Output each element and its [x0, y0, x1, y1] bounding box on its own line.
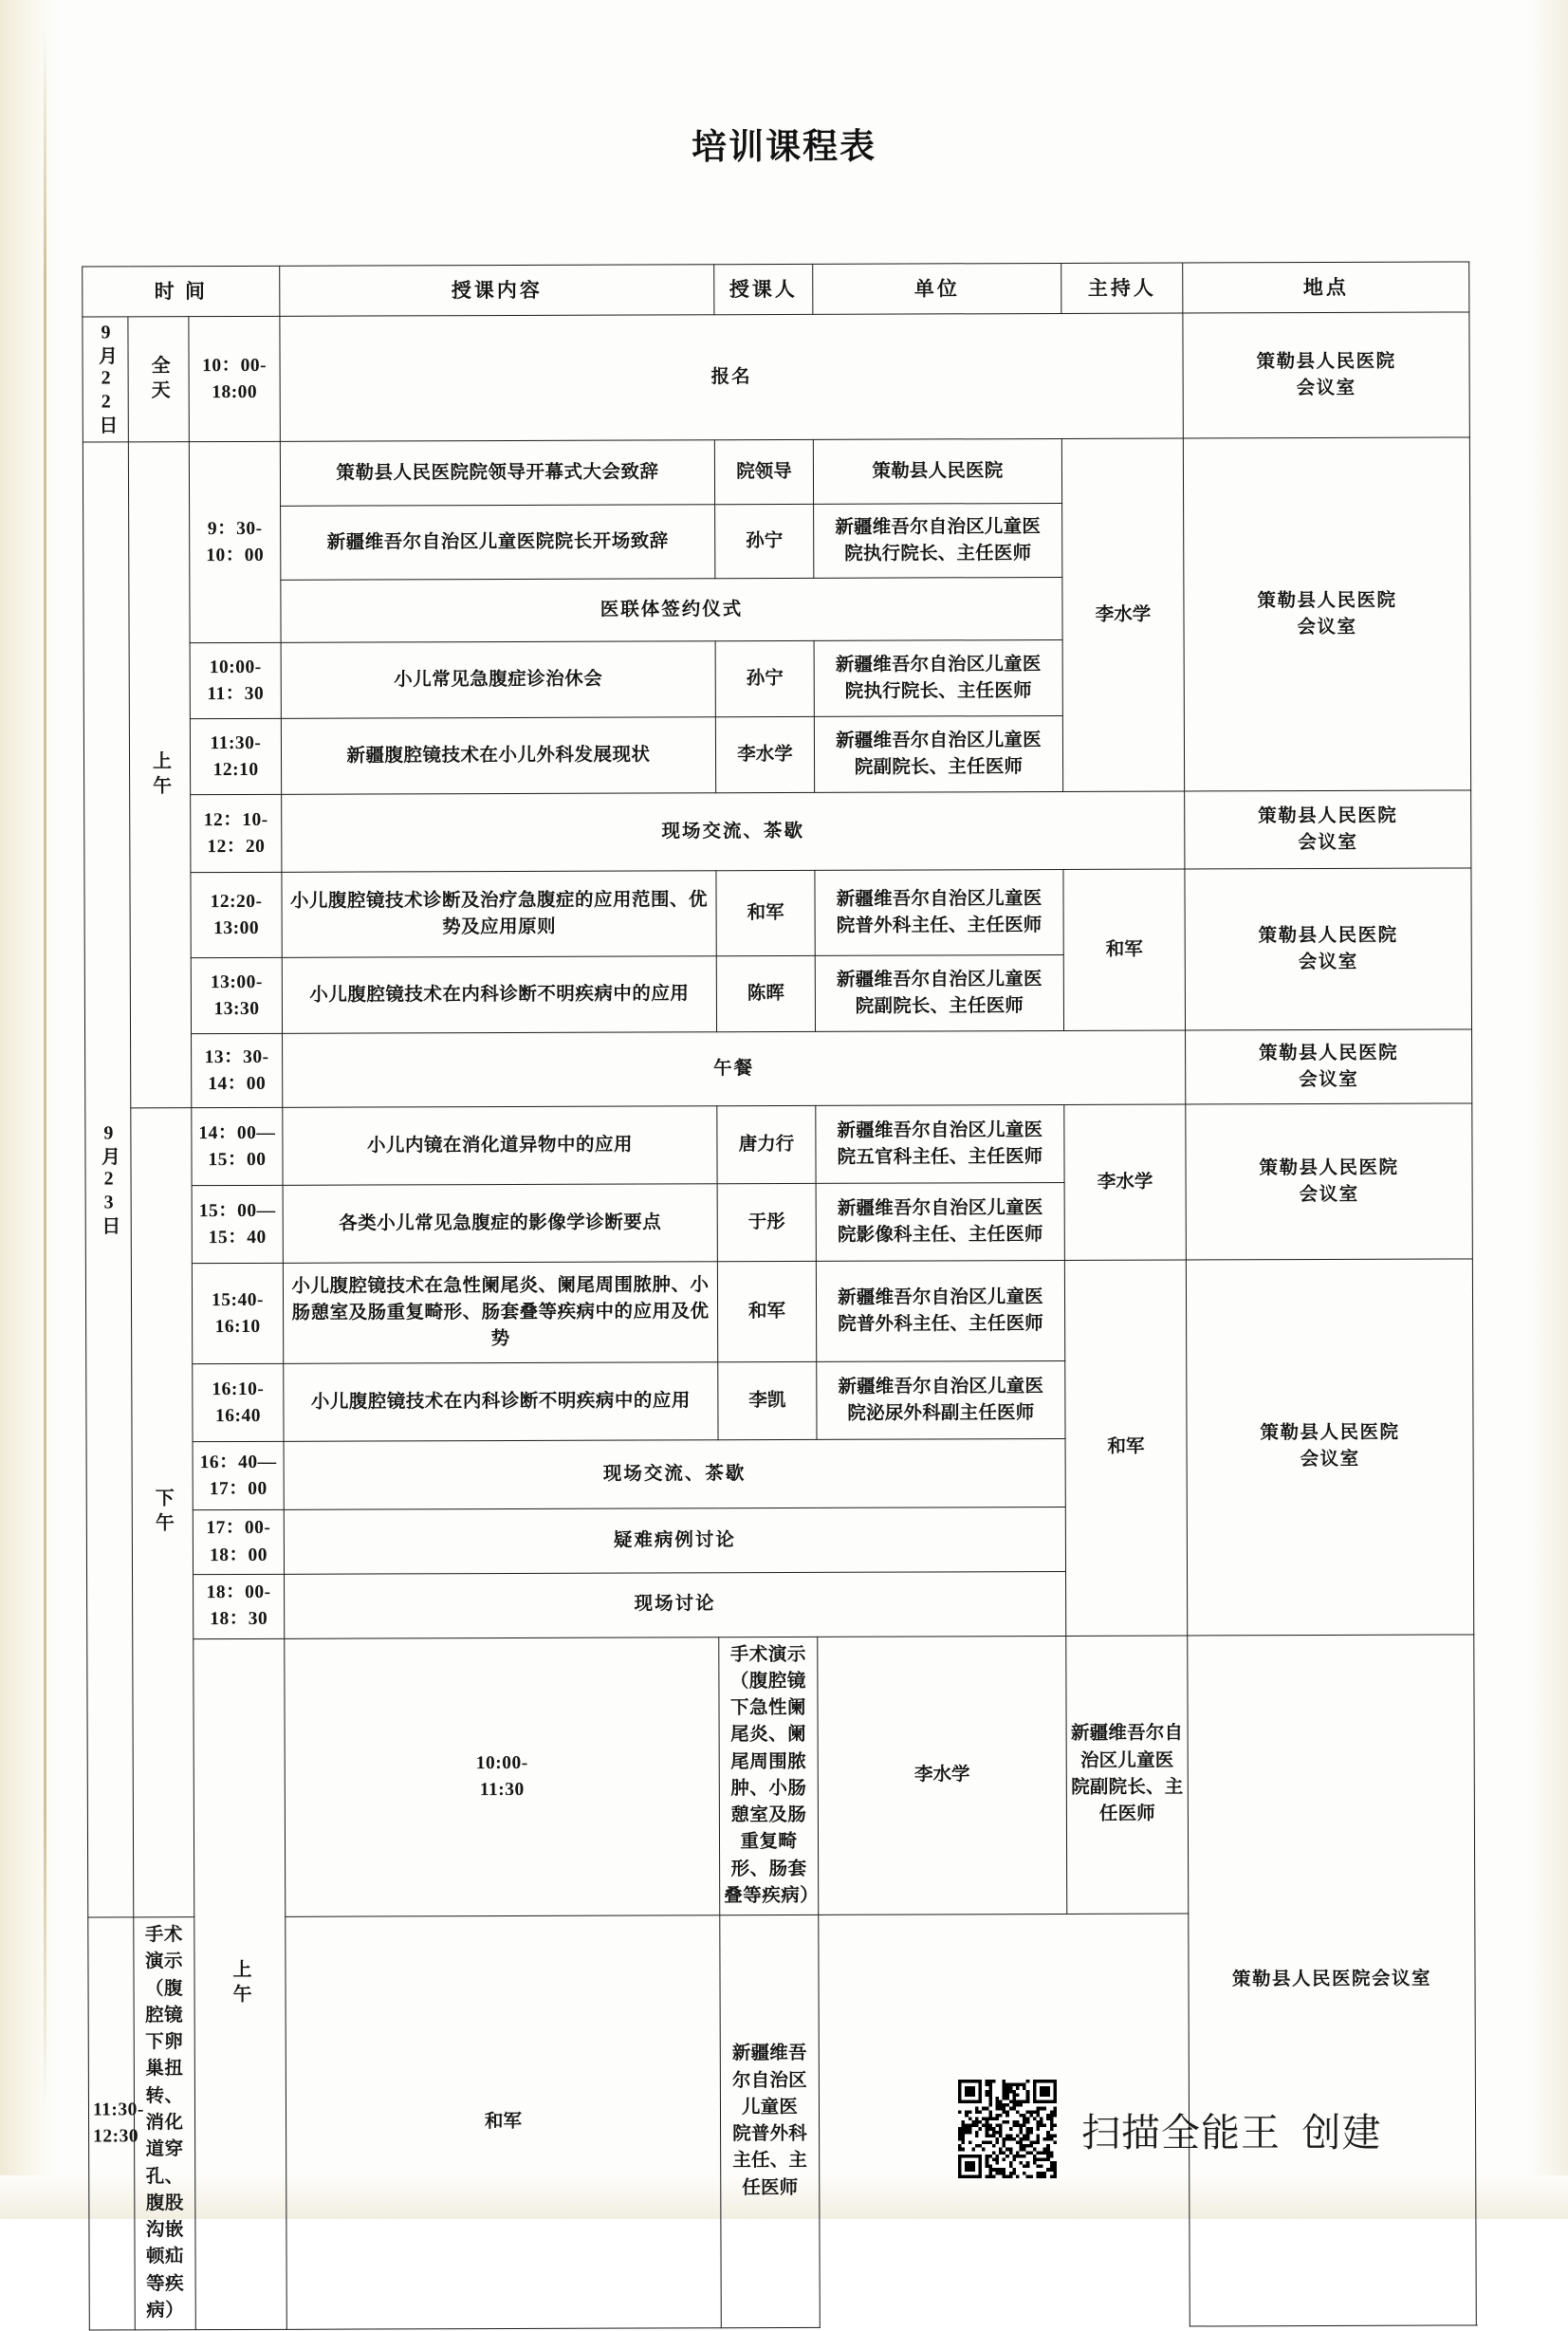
- cell-time: 9：30- 10：00: [189, 442, 281, 643]
- cell-lecturer: 和军: [286, 1915, 722, 2330]
- cell-content: 策勒县人民医院院领导开幕式大会致辞: [280, 440, 714, 507]
- cell-half-afternoon: [131, 1108, 194, 1917]
- cell-place: 策勒县人民医院会议室: [1188, 1634, 1477, 2326]
- cell-lecturer: 李凯: [718, 1362, 817, 1440]
- cell-time: 14：00— 15：00: [192, 1108, 283, 1186]
- date-label-day1: 9月22日: [95, 322, 117, 437]
- cell-content: 各类小儿常见急腹症的影像学诊断要点: [283, 1184, 717, 1264]
- cell-place: 策勒县人民医院 会议室: [1183, 437, 1470, 791]
- cell-lecturer: 李水学: [818, 1636, 1067, 1915]
- cell-content: 报名: [280, 313, 1183, 441]
- cell-place: 策勒县人民医院 会议室: [1186, 1259, 1473, 1635]
- cell-lecturer: 孙宁: [715, 505, 814, 579]
- watermark-label: 扫描全能王 创建: [1081, 2110, 1382, 2155]
- cell-date-day1: [83, 317, 128, 442]
- half-label-morning-2: 上午: [229, 1959, 251, 2009]
- cell-unit: 新疆维吾尔自治区儿童医 院影像科主任、主任医师: [816, 1183, 1064, 1262]
- cell-half-morning: [128, 442, 191, 1108]
- qr-code-icon: [958, 2080, 1057, 2178]
- cell-time: 12:20- 13:00: [191, 873, 282, 958]
- cell-time: 13：30- 14：00: [192, 1034, 283, 1108]
- scanner-watermark: [958, 2080, 1382, 2178]
- header-place: 地点: [1183, 262, 1469, 313]
- cell-unit: 新疆维吾尔自治区儿童医 院执行院长、主任医师: [814, 504, 1062, 579]
- cell-time: 13:00- 13:30: [191, 958, 282, 1034]
- table-header-row: [83, 262, 1469, 318]
- cell-date-day2: [83, 442, 133, 1917]
- cell-content: 小儿内镜在消化道异物中的应用: [283, 1106, 717, 1186]
- cell-half-allday: [128, 317, 189, 442]
- schedule-table-container: [82, 261, 1476, 2330]
- cell-lecturer: 陈晖: [716, 956, 815, 1032]
- half-label-morning: 上午: [149, 750, 171, 801]
- cell-lecturer: 唐力行: [717, 1106, 816, 1184]
- half-label-afternoon: 下午: [152, 1488, 174, 1538]
- header-lecturer: 授课人: [714, 264, 813, 315]
- table-row: [84, 790, 1471, 873]
- table-row: [84, 868, 1471, 958]
- date-label-day2: 9月23日: [98, 1122, 120, 1238]
- table-row: [87, 1634, 1475, 1917]
- table-row: [85, 1103, 1472, 1186]
- cell-place: 策勒县人民医院 会议室: [1183, 312, 1469, 438]
- cell-time: 10：00- 18:00: [189, 317, 280, 442]
- cell-unit: 新疆维吾尔自治区儿童医 院泌尿外科副主任医师: [817, 1361, 1065, 1440]
- cell-time: 18：00- 18：30: [194, 1574, 285, 1638]
- cell-lecturer: 和军: [717, 1262, 816, 1362]
- cell-unit: 新疆维吾尔自治区儿童医 院执行院长、主任医师: [814, 640, 1062, 717]
- cell-content: 手术演示（腹腔镜下卵巢扭转、消化道穿孔、腹股沟嵌顿疝等疾病）: [134, 1917, 196, 2330]
- cell-lecturer: 院领导: [714, 440, 813, 505]
- cell-lecturer: 李水学: [715, 717, 814, 793]
- cell-host: 和军: [1064, 1260, 1187, 1636]
- cell-content: 小儿常见急腹症诊治休会: [281, 641, 715, 719]
- header-time: 时 间: [83, 266, 280, 317]
- header-content: 授课内容: [280, 265, 714, 317]
- cell-content: 疑难病例讨论: [284, 1508, 1065, 1574]
- cell-time: 10:00- 11：30: [190, 643, 281, 719]
- cell-half-morning-2: [194, 1638, 287, 2330]
- cell-time: 17：00- 18：00: [193, 1510, 284, 1575]
- cell-host: 李水学: [1064, 1104, 1187, 1260]
- table-row: [85, 1259, 1472, 1364]
- cell-host: 李水学: [1061, 438, 1184, 791]
- cell-content: 小儿腹腔镜技术在内科诊断不明疾病中的应用: [282, 956, 716, 1034]
- table-row: [83, 437, 1469, 507]
- cell-host: 和军: [1063, 869, 1186, 1030]
- cell-unit: 新疆维吾尔自治区儿童医 院副院长、主任医师: [815, 955, 1063, 1032]
- cell-time: 15：00— 15：40: [192, 1186, 283, 1264]
- cell-unit: 新疆维吾尔自治区儿童医 院副院长、主任医师: [1066, 1635, 1189, 1914]
- cell-time: 11:30- 12:10: [190, 719, 281, 795]
- cell-time: 15:40- 16:10: [192, 1264, 283, 1364]
- cell-lecturer: 孙宁: [715, 641, 814, 717]
- cell-unit: 新疆维吾尔自治区儿童医 院五官科主任、主任医师: [816, 1105, 1064, 1184]
- cell-content: 现场交流、茶歇: [284, 1439, 1065, 1510]
- cell-lecturer: 于彤: [717, 1184, 816, 1262]
- table-row: [83, 312, 1469, 442]
- cell-time: 10:00- 11:30: [285, 1637, 720, 1916]
- cell-unit: 新疆维吾尔自治区儿童医 院普外科主任、主任医师: [720, 1915, 821, 2328]
- cell-place: 策勒县人民医院 会议室: [1185, 790, 1471, 869]
- cell-content: 现场交流、茶歇: [282, 791, 1185, 872]
- cell-unit: 新疆维吾尔自治区儿童医 院普外科主任、主任医师: [816, 1261, 1064, 1362]
- page-right-edge-shadow: [1530, 0, 1568, 2219]
- cell-place: 策勒县人民医院 会议室: [1186, 1103, 1473, 1260]
- cell-unit: 策勒县人民医院: [813, 439, 1061, 505]
- cell-place: 策勒县人民医院 会议室: [1186, 1029, 1472, 1104]
- cell-time: 12：10- 12：20: [191, 795, 282, 873]
- header-host: 主持人: [1061, 263, 1183, 314]
- cell-time: 16:10- 16:40: [193, 1364, 284, 1442]
- page-title: 培训课程表: [691, 127, 877, 168]
- cell-content: 小儿腹腔镜技术在内科诊断不明疾病中的应用: [284, 1362, 718, 1442]
- cell-content: 小儿腹腔镜技术诊断及治疗急腹症的应用范围、优势及应用原则: [282, 871, 716, 958]
- half-label-allday: 全天: [148, 355, 170, 405]
- cell-content: 小儿腹腔镜技术在急性阑尾炎、阑尾周围脓肿、小肠憩室及肠重复畸形、肠套叠等疾病中的应用及优势: [283, 1262, 717, 1364]
- cell-time: 16：40— 17：00: [193, 1442, 284, 1510]
- table-row: [85, 1029, 1472, 1108]
- cell-content: 现场讨论: [285, 1571, 1066, 1637]
- cell-content: 手术演示（腹腔镜下急性阑尾炎、阑尾周围脓肿、小肠憩室及肠重复畸形、肠套叠等疾病）: [719, 1637, 819, 1915]
- cell-unit: 新疆维吾尔自治区儿童医 院副院长、主任医师: [814, 716, 1062, 793]
- cell-place: 策勒县人民医院 会议室: [1185, 868, 1472, 1030]
- cell-lecturer: 和军: [716, 871, 815, 956]
- cell-content: 午餐: [283, 1030, 1186, 1107]
- cell-content: 新疆维吾尔自治区儿童医院院长开场致辞: [281, 505, 715, 581]
- page-left-edge-shadow: [0, 0, 55, 2219]
- cell-content: 新疆腹腔镜技术在小儿外科发展现状: [281, 717, 715, 795]
- cell-time: 11:30- 12:30: [88, 1917, 136, 2330]
- cell-unit: 新疆维吾尔自治区儿童医 院普外科主任、主任医师: [815, 870, 1063, 956]
- cell-content: 医联体签约仪式: [281, 578, 1062, 643]
- header-unit: 单位: [813, 263, 1061, 314]
- schedule-table: [82, 261, 1477, 2330]
